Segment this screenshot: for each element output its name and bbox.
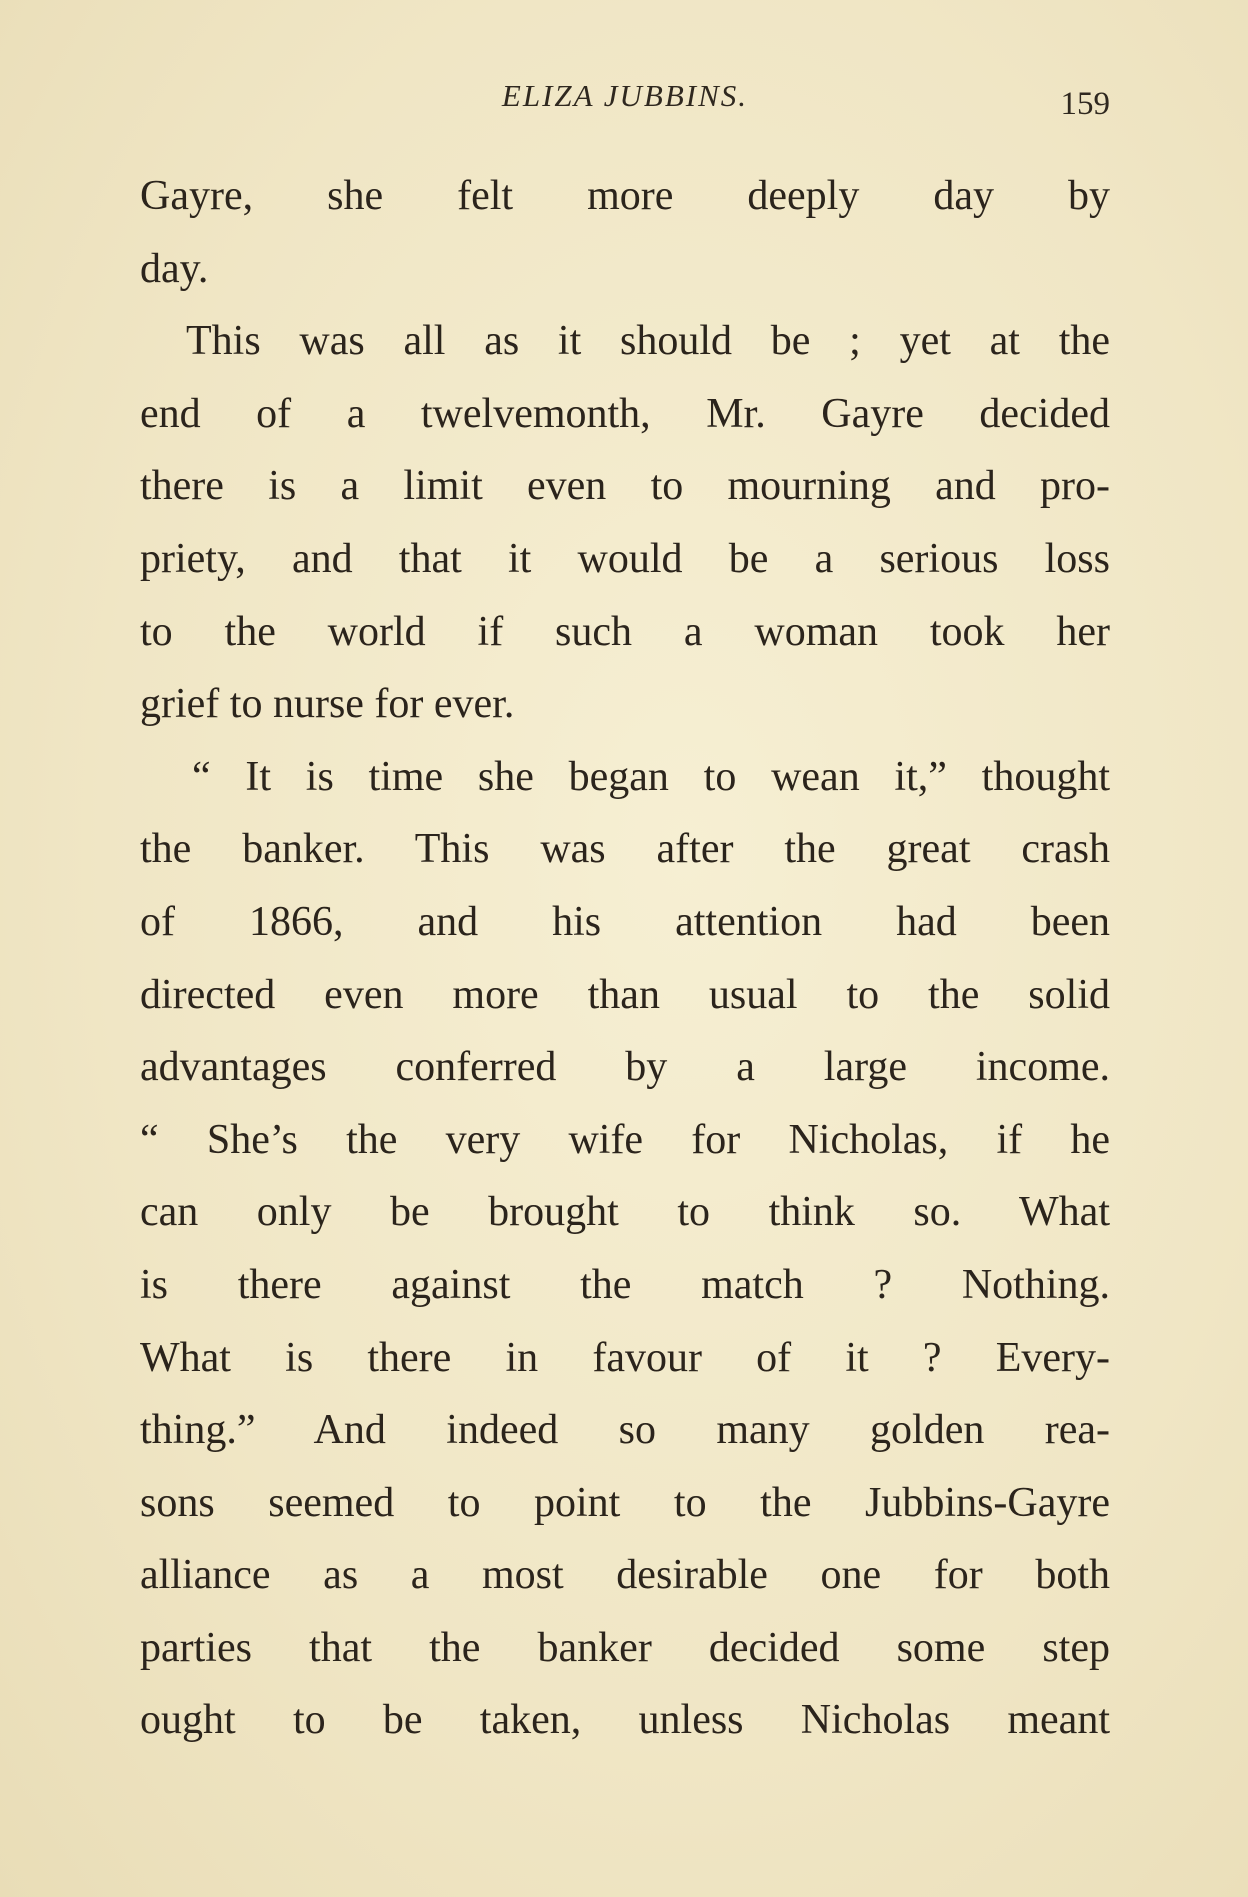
text-line: priety, and that it would be a serious loss xyxy=(140,535,1110,582)
text-line: advantages conferred by a large income. xyxy=(140,1044,1110,1091)
text-line: to the world if such a woman took her xyxy=(140,608,1110,655)
text-line: can only be brought to think so. What xyxy=(140,1189,1110,1236)
running-head xyxy=(140,78,1110,128)
text-line: “ It is time she began to wean it,” thought xyxy=(192,753,1110,800)
page-number: 159 xyxy=(1060,86,1110,122)
running-title: ELIZA JUBBINS. xyxy=(501,78,749,113)
text-line: of 1866, and his attention had been xyxy=(140,898,1110,945)
body-text xyxy=(140,160,1110,1757)
text-line: This was all as it should be ; yet at the xyxy=(186,318,1110,365)
text-line: there is a limit even to mourning and pro- xyxy=(140,463,1110,510)
text-line: end of a twelvemonth, Mr. Gayre decided xyxy=(140,390,1110,437)
text-line: alliance as a most desirable one for both xyxy=(140,1552,1110,1599)
text-line: sons seemed to point to the Jubbins-Gayre xyxy=(140,1479,1110,1526)
text-line: is there against the match ? Nothing. xyxy=(140,1261,1110,1308)
text-line: grief to nurse for ever. xyxy=(140,681,515,728)
text-line: thing.” And indeed so many golden rea- xyxy=(140,1407,1110,1454)
text-line: directed even more than usual to the solid xyxy=(140,971,1110,1018)
text-line: day. xyxy=(140,245,209,292)
text-line: What is there in favour of it ? Every- xyxy=(140,1334,1110,1381)
text-line: parties that the banker decided some step xyxy=(140,1624,1110,1671)
text-line: Gayre, she felt more deeply day by xyxy=(140,173,1110,219)
text-line: the banker. This was after the great crash xyxy=(140,826,1110,873)
text-line: ought to be taken, unless Nicholas meant xyxy=(140,1697,1110,1744)
text-line: “ She’s the very wife for Nicholas, if he xyxy=(140,1116,1110,1163)
